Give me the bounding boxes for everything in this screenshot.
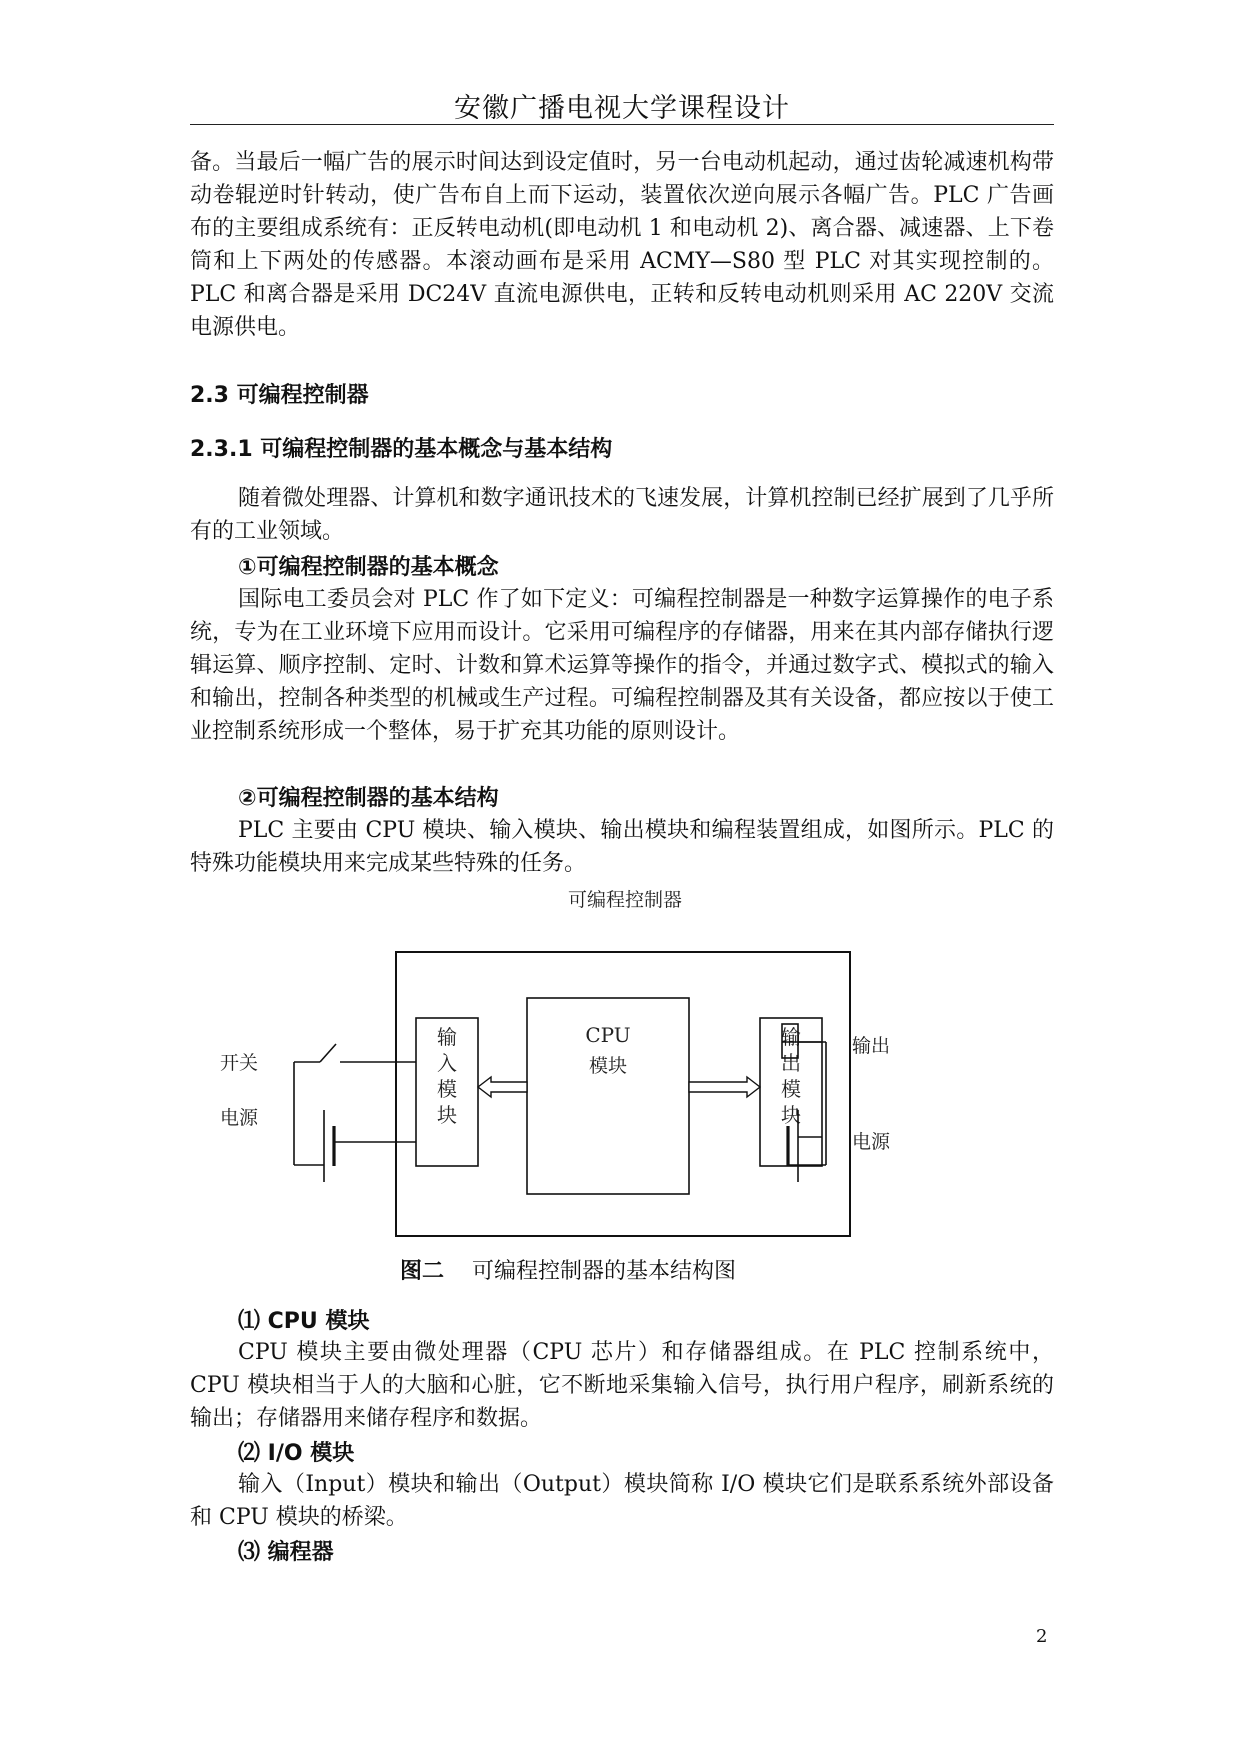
paragraph-development: 随着微处理器、计算机和数字通讯技术的飞速发展，计算机控制已经扩展到了几乎所有的工业领域。 — [190, 486, 1054, 544]
left-battery-icon — [324, 1110, 334, 1182]
arrow-cpu-to-input — [478, 1077, 527, 1097]
arrow-cpu-to-output — [689, 1077, 760, 1097]
input-module-char-3: 模 — [437, 1077, 457, 1101]
figure-caption — [400, 1254, 736, 1285]
cpu-label: CPU — [585, 1023, 631, 1047]
plc-diagram-svg — [190, 882, 1054, 1282]
section-heading-2-3: 2.3 可编程控制器 — [190, 383, 369, 408]
subheading-structure: ②可编程控制器的基本结构 — [238, 786, 499, 811]
right-power-label: 电源 — [852, 1131, 891, 1153]
page-number: 2 — [1036, 1626, 1048, 1647]
left-circuit-wires — [294, 1062, 416, 1165]
switch-symbol — [294, 1044, 416, 1062]
paragraph-io-module: 输入（Input）模块和输出（Output）模块简称 I/O 模块它们是联系系统外部设备和 CPU 模块的桥梁。 — [190, 1472, 1054, 1530]
paragraph-cpu-module: CPU 模块主要由微处理器（CPU 芯片）和存储器组成。在 PLC 控制系统中，CPU 模块相当于人的大脑和心脏，它不断地采集输入信号，执行用户程序，刷新系统的输出；存储器用来储存程序和数据。 — [190, 1340, 1054, 1431]
page-header-title: 安徽广播电视大学课程设计 — [454, 93, 790, 124]
header-rule — [190, 124, 1054, 125]
intro-paragraph: 备。当最后一幅广告的展示时间达到设定值时，另一台电动机起动，通过齿轮减速机构带动卷辊逆时针转动，使广告布自上而下运动，装置依次逆向展示各幅广告。PLC 广告画布的主要组成系统有：正反转电动机(即电动机 1 和电动机 2)、离合器、减速器、上下卷筒和上下两处的传感器。本滚动画布是采用 ACMY—S80 型 PLC 对其实现控制的。PLC 和离合器是采用 DC24V 直流电源供电，正转和反转电动机则采用 AC 220V 交流电源供电。 — [190, 150, 1054, 340]
switch-label: 开关 — [220, 1052, 259, 1074]
output-module-char-2: 出 — [781, 1051, 801, 1075]
output-module-char-1: 输 — [781, 1025, 801, 1049]
input-module-char-1: 输 — [437, 1025, 457, 1049]
cpu-module-label: 模块 — [588, 1055, 628, 1077]
plc-structure-diagram — [190, 882, 1054, 1282]
figure-caption-text: 可编程控制器的基本结构图 — [472, 1259, 737, 1284]
figure-title: 可编程控制器 — [567, 889, 683, 911]
paragraph-concept: 国际电工委员会对 PLC 作了如下定义：可编程控制器是一种数字运算操作的电子系统，专为在工业环境下应用而设计。它采用可编程序的存储器，用来在其内部存储执行逻辑运算、顺序控制、定时、计数和算术运算等操作的指令，并通过数字式、模拟式的输入和输出，控制各种类型的机械或生产过程。可编程控制器及其有关设备，都应按以于使工业控制系统形成一个整体，易于扩充其功能的原则设计。 — [190, 587, 1054, 744]
subheading-programmer: ⑶ 编程器 — [238, 1540, 334, 1565]
subheading-io-module: ⑵ I/O 模块 — [238, 1441, 355, 1466]
output-label: 输出 — [852, 1035, 891, 1057]
output-module-char-4: 块 — [781, 1103, 801, 1127]
input-module-char-4: 块 — [437, 1103, 457, 1127]
figure-caption-number: 图二 — [400, 1259, 445, 1284]
subheading-concept: ①可编程控制器的基本概念 — [238, 555, 499, 580]
section-heading-2-3-1: 2.3.1 可编程控制器的基本概念与基本结构 — [190, 437, 613, 462]
subheading-cpu-module: ⑴ CPU 模块 — [238, 1309, 370, 1334]
output-module-char-3: 模 — [781, 1077, 801, 1101]
left-power-label: 电源 — [220, 1107, 259, 1129]
paragraph-structure: PLC 主要由 CPU 模块、输入模块、输出模块和编程装置组成，如图所示。PLC 的特殊功能模块用来完成某些特殊的任务。 — [190, 818, 1054, 876]
input-module-char-2: 入 — [437, 1051, 457, 1075]
